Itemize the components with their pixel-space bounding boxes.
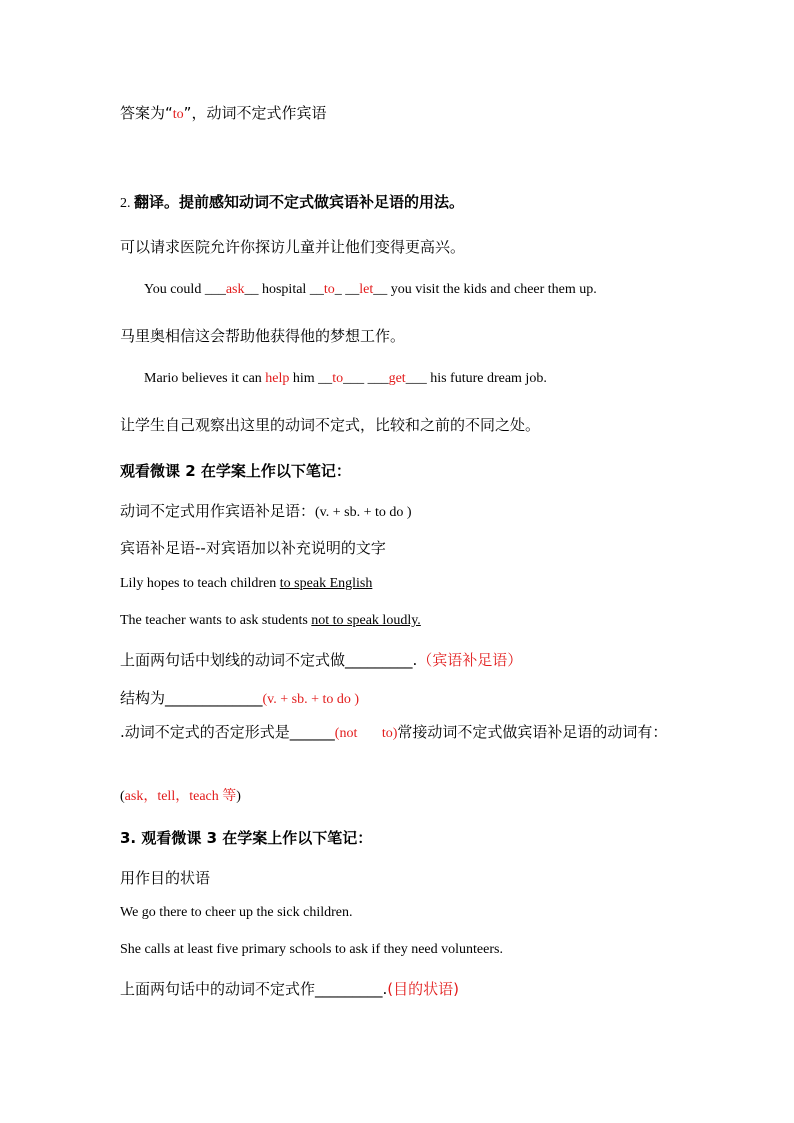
text-segment: __ hospital __	[244, 282, 324, 297]
definition-line	[120, 500, 412, 521]
answer-text: (目的状语)	[387, 980, 459, 998]
micro-lesson-2-heading: 观看微课 2 在学案上作以下笔记：	[120, 462, 351, 480]
section-2-heading	[120, 191, 464, 212]
underlined-infinitive: not to speak loudly.	[311, 613, 421, 628]
answer-text: （宾语补足语）	[417, 651, 523, 669]
answer-text: (not to)	[334, 726, 398, 741]
text-segment: him __	[289, 371, 333, 386]
complement-definition: 宾语补足语--对宾语加以补充说明的文字	[120, 539, 386, 557]
purpose-adverbial-label: 用作目的状语	[120, 869, 211, 887]
translation-sentence-2	[144, 371, 547, 387]
text-segment: __ you visit the kids and cheer them up.	[373, 282, 597, 297]
translation-prompt-2: 马里奥相信这会帮助他获得他的梦想工作。	[120, 327, 406, 345]
paren-open: (	[120, 789, 125, 804]
answer-prefix: 答案为“	[120, 104, 173, 122]
underlined-infinitive: to speak English	[279, 576, 373, 591]
structure-formula: (v. + sb. + to do )	[315, 505, 412, 520]
translation-sentence-1	[144, 282, 597, 298]
answer-help: help	[265, 371, 290, 386]
text-segment: The teacher wants to ask students	[120, 613, 312, 628]
example-sentence-1	[120, 576, 372, 592]
translation-prompt-1: 可以请求医院允许你探访儿童并让他们变得更高兴。	[120, 238, 466, 256]
verb-list-line	[120, 785, 241, 805]
answer-let: let	[359, 282, 374, 297]
question-text: 上面两句话中的动词不定式作_________.	[120, 980, 388, 998]
micro-lesson-3-heading: 3. 观看微课 3 在学案上作以下笔记：	[120, 829, 373, 847]
paren-close: )	[236, 789, 241, 804]
blank: ___ ___	[343, 371, 389, 386]
text-segment: You could	[144, 282, 205, 297]
answer-text: (v. + sb. + to do )	[262, 692, 360, 707]
answer-to: to	[323, 282, 335, 297]
question-text: 结构为_____________	[120, 689, 263, 707]
question-structure	[120, 687, 359, 708]
question-text: 上面两句话中划线的动词不定式做_________.	[120, 651, 418, 669]
question-text: .动词不定式的否定形式是______	[120, 723, 335, 741]
answer-suffix: ”，动词不定式作宾语	[183, 104, 327, 122]
section-title: 翻译。提前感知动词不定式做宾语补足语的用法。	[134, 193, 465, 211]
answer-get: get	[388, 371, 406, 386]
example-sentence-4: She calls at least five primary schools to ask if they need volunteers.	[120, 942, 503, 957]
definition-text: 动词不定式用作宾语补足语：	[120, 502, 316, 520]
question-negative-form	[120, 720, 680, 746]
blank: ___	[204, 282, 226, 297]
example-sentence-2	[120, 613, 421, 629]
blank: _ __	[334, 282, 360, 297]
text-segment: Mario believes it can	[144, 371, 266, 386]
example-sentence-3: We go there to cheer up the sick children.	[120, 905, 353, 920]
answer-ask: ask	[225, 282, 245, 297]
text-segment: Lily hopes to teach children	[120, 576, 280, 591]
answer-word: to	[172, 107, 184, 122]
question-purpose	[120, 978, 459, 999]
observation-note: 让学生自己观察出这里的动词不定式，比较和之前的不同之处。	[120, 416, 541, 434]
section-number: 2.	[120, 196, 134, 211]
question-function	[120, 649, 522, 670]
answer-line	[120, 102, 326, 123]
verb-list: ask，tell，teach 等	[124, 789, 237, 804]
answer-to: to	[332, 371, 344, 386]
text-segment: ___ his future dream job.	[405, 371, 547, 386]
question-text: 常接动词不定式做宾语补足语的动词有：	[397, 723, 668, 741]
